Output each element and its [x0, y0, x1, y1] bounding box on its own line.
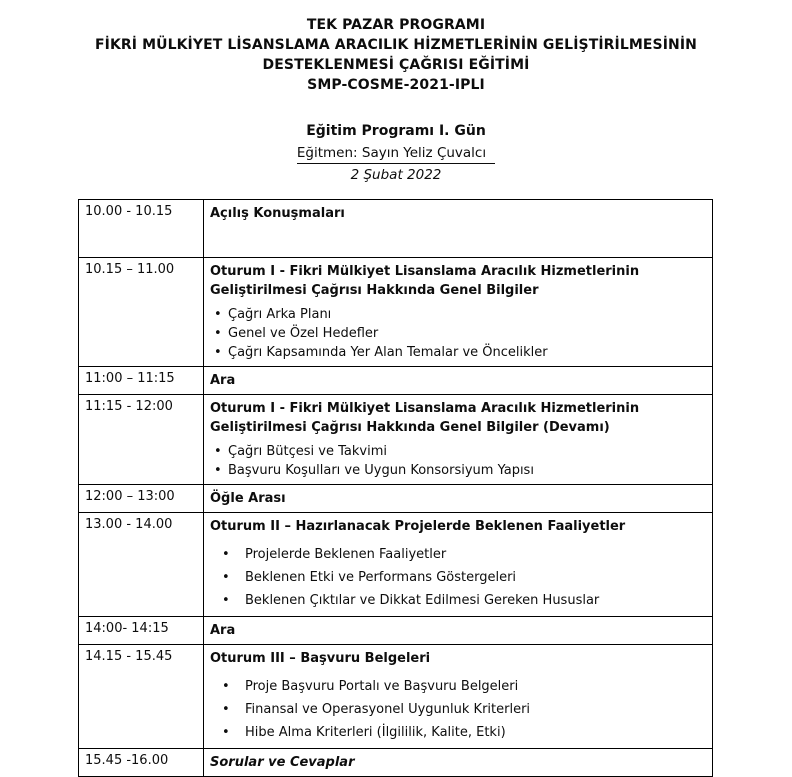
topic-label: Çağrı Kapsamında Yer Alan Temalar ve Öncelikler	[228, 345, 548, 360]
topic-item	[210, 324, 704, 343]
session-cell	[204, 367, 713, 395]
topic-label: Çağrı Arka Planı	[228, 307, 332, 322]
session-title: Sorular ve Cevaplar	[210, 755, 355, 770]
time-label: 11:00 – 11:15	[85, 371, 175, 386]
time-label: 15.45 -16.00	[85, 753, 169, 768]
topic-label: Beklenen Çıktılar ve Dikkat Edilmesi Gereken Hususlar	[245, 593, 600, 608]
time-label: 14.15 - 15.45	[85, 649, 173, 664]
bullet-icon: •	[222, 593, 230, 608]
session-cell	[204, 258, 713, 367]
topic-item	[210, 698, 704, 721]
session-cell	[204, 200, 713, 258]
bullet-icon: •	[214, 345, 222, 360]
time-label: 10.00 - 10.15	[85, 204, 173, 219]
topic-label: Başvuru Koşulları ve Uygun Konsorsiyum Yapısı	[228, 463, 534, 478]
topic-label: Genel ve Özel Hedefler	[228, 326, 379, 341]
schedule-row	[79, 485, 713, 513]
topic-item	[210, 305, 704, 324]
session-title: Açılış Konuşmaları	[210, 206, 345, 221]
session-title: Öğle Arası	[210, 491, 286, 506]
time-cell	[79, 645, 204, 749]
time-cell	[79, 367, 204, 395]
trainer-name: Eğitmen: Sayın Yeliz Çuvalcı	[297, 144, 495, 164]
session-title: Oturum II – Hazırlanacak Projelerde Beklenen Faaliyetler	[210, 519, 626, 534]
time-cell	[79, 749, 204, 777]
bullet-icon: •	[214, 326, 222, 341]
session-topics	[210, 442, 704, 480]
doc-title-line-1: TEK PAZAR PROGRAMI	[306, 17, 486, 33]
schedule-row	[79, 645, 713, 749]
schedule-row	[79, 749, 713, 777]
topic-item	[210, 566, 704, 589]
topic-label: Proje Başvuru Portalı ve Başvuru Belgeleri	[245, 679, 519, 694]
bullet-icon: •	[222, 570, 230, 585]
doc-title-line-2: FİKRİ MÜLKİYET LİSANSLAMA ARACILIK HİZMETLERİNİN GELİŞTİRİLMESİNİN	[95, 37, 697, 53]
session-topics	[210, 675, 704, 744]
topic-item	[210, 675, 704, 698]
time-cell	[79, 395, 204, 485]
date-line: 2 Şubat 2022	[350, 167, 442, 183]
bullet-icon: •	[222, 547, 230, 562]
topic-item	[210, 543, 704, 566]
session-cell	[204, 395, 713, 485]
topic-label: Finansal ve Operasyonel Uygunluk Kriterleri	[245, 702, 531, 717]
time-cell	[79, 513, 204, 617]
schedule-row	[79, 395, 713, 485]
time-label: 10.15 – 11.00	[85, 262, 175, 277]
topic-label: Çağrı Bütçesi ve Takvimi	[228, 444, 387, 459]
time-cell	[79, 258, 204, 367]
schedule-row	[79, 513, 713, 617]
session-title: Ara	[210, 623, 236, 638]
topic-item	[210, 461, 704, 480]
session-topics	[210, 305, 704, 362]
session-cell	[204, 617, 713, 645]
time-label: 11:15 - 12:00	[85, 399, 173, 414]
session-cell	[204, 513, 713, 617]
doc-title-line-3: DESTEKLENMESİ ÇAĞRISI EĞİTİMİ	[262, 57, 530, 73]
bullet-icon: •	[222, 725, 230, 740]
schedule-row	[79, 617, 713, 645]
document-header	[0, 0, 792, 184]
trainer-line	[0, 144, 792, 164]
topic-label: Beklenen Etki ve Performans Göstergeleri	[245, 570, 517, 585]
time-label: 12:00 – 13:00	[85, 489, 175, 504]
schedule-table-wrapper	[78, 199, 713, 777]
program-day-title: Eğitim Programı I. Gün	[306, 123, 486, 139]
topic-label: Hibe Alma Kriterleri (İlgililik, Kalite, Etki)	[245, 725, 506, 740]
bullet-icon: •	[222, 679, 230, 694]
topic-item	[210, 442, 704, 461]
time-cell	[79, 485, 204, 513]
topic-item	[210, 589, 704, 612]
session-title: Oturum I - Fikri Mülkiyet Lisanslama Aracılık Hizmetlerinin Geliştirilmesi Çağrısı Hakkında Genel Bilgiler	[210, 264, 640, 298]
session-topics	[210, 543, 704, 612]
topic-label: Projelerde Beklenen Faaliyetler	[245, 547, 447, 562]
session-title: Oturum I - Fikri Mülkiyet Lisanslama Aracılık Hizmetlerinin Geliştirilmesi Çağrısı Hakkında Genel Bilgiler (Devamı)	[210, 401, 640, 435]
doc-title-line-4: SMP-COSME-2021-IPLI	[307, 77, 485, 93]
topic-item	[210, 343, 704, 362]
schedule-table-body	[79, 200, 713, 777]
time-label: 14:00- 14:15	[85, 621, 169, 636]
session-cell	[204, 749, 713, 777]
time-label: 13.00 - 14.00	[85, 517, 173, 532]
schedule-row	[79, 367, 713, 395]
bullet-icon: •	[214, 307, 222, 322]
time-cell	[79, 200, 204, 258]
session-cell	[204, 485, 713, 513]
schedule-row	[79, 200, 713, 258]
program-block	[0, 121, 792, 184]
schedule-row	[79, 258, 713, 367]
session-cell	[204, 645, 713, 749]
topic-item	[210, 721, 704, 744]
session-title: Ara	[210, 373, 236, 388]
bullet-icon: •	[214, 463, 222, 478]
session-title: Oturum III – Başvuru Belgeleri	[210, 651, 431, 666]
bullet-icon: •	[222, 702, 230, 717]
time-cell	[79, 617, 204, 645]
schedule-table	[78, 199, 713, 777]
bullet-icon: •	[214, 444, 222, 459]
